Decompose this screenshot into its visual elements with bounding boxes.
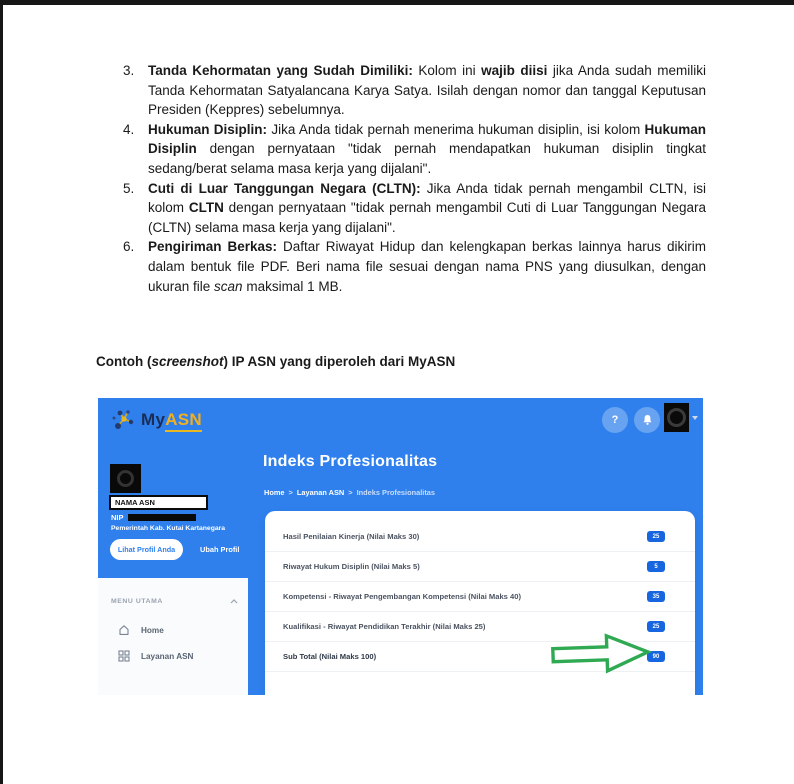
score-badge: 5: [647, 561, 665, 572]
profile-avatar: [110, 464, 141, 493]
score-row-label: Sub Total (Nilai Maks 100): [283, 652, 377, 661]
list-text: maksimal 1 MB.: [242, 278, 343, 294]
list-lead: Hukuman Disiplin:: [148, 121, 268, 137]
profile-nip: [111, 513, 196, 522]
list-lead: Tanda Kehormatan yang Sudah Dimiliki:: [148, 63, 413, 78]
list-text: dengan pernyataan "tidak pernah mengambil Cuti di Luar Tanggungan Negara (CLTN) selama masa kerja yang dijalani".: [148, 200, 706, 235]
score-row-kompetensi: [265, 582, 695, 612]
logo-text-asn: ASN: [165, 410, 202, 432]
menu-section-label: MENU UTAMA: [111, 598, 163, 605]
help-button[interactable]: [602, 407, 628, 433]
list-emphasis: Hukuman Disiplin: [148, 121, 707, 157]
logo-text-my: My: [141, 410, 166, 429]
score-row-kinerja: [265, 522, 695, 552]
profile-name: NAMA ASN: [109, 495, 208, 510]
list-text: Kolom ini: [412, 63, 482, 78]
edit-profile-button[interactable]: Ubah Profil: [194, 539, 245, 560]
list-text: Jika Anda tidak pernah mengambil CLTN, isi kolom: [148, 180, 706, 216]
nip-redaction-bar: [128, 514, 196, 521]
score-row-label: Hasil Penilaian Kinerja (Nilai Maks 30): [283, 532, 420, 541]
breadcrumb-home[interactable]: Home: [264, 488, 285, 497]
user-avatar[interactable]: [664, 403, 689, 432]
nip-label: NIP: [111, 513, 124, 522]
caption-text: ) IP ASN yang diperoleh dari MyASN: [223, 354, 456, 369]
score-badge: 90: [647, 651, 665, 662]
breadcrumb-current: Indeks Profesionalitas: [356, 488, 436, 497]
score-row-hukum-disiplin: [265, 552, 695, 582]
score-row-label: Riwayat Hukum Disiplin (Nilai Maks 5): [283, 562, 420, 571]
notifications-button[interactable]: [634, 407, 660, 433]
bell-icon: [642, 414, 653, 426]
breadcrumb-separator: >: [288, 488, 293, 497]
sidebar-item-label: Layanan ASN: [141, 651, 194, 661]
ip-score-card: [265, 511, 695, 695]
list-emphasis: scan: [214, 278, 243, 294]
score-row-sub-total: [265, 642, 695, 672]
list-text: Jika Anda tidak pernah menerima hukuman disiplin, isi kolom: [267, 121, 645, 137]
list-item: [123, 120, 706, 179]
instruction-list: [123, 61, 706, 296]
sidebar-item-label: Home: [141, 625, 164, 635]
list-lead: Cuti di Luar Tanggungan Negara (CLTN):: [148, 180, 421, 196]
breadcrumb-separator: >: [348, 488, 353, 497]
caption-text: Contoh (: [96, 354, 152, 369]
score-badge: 35: [647, 591, 665, 602]
list-item: [123, 179, 706, 238]
myasn-screenshot: [98, 398, 703, 695]
menu-section-header[interactable]: [111, 598, 238, 605]
score-row-label: Kualifikasi - Riwayat Pendidikan Terakhir (Nilai Maks 25): [283, 622, 486, 631]
list-text: jika Anda sudah memiliki Tanda Kehormatan Satyalancana Karya Satya. Isilah dengan nomor dan tanggal Keputusan Presiden (Keppres) sebelumnya.: [148, 63, 707, 118]
breadcrumb: [264, 488, 435, 497]
score-badge: 25: [647, 531, 665, 542]
avatar-placeholder-icon: [117, 470, 134, 487]
chevron-down-icon[interactable]: [692, 416, 698, 420]
list-text: dengan pernyataan "tidak pernah mendapatkan hukuman disiplin tingkat sedang/berat selama masa kerja yang dijalani".: [148, 141, 706, 176]
list-emphasis: wajib diisi: [481, 63, 548, 78]
sidebar-item-layanan-asn[interactable]: [98, 644, 248, 668]
list-text: Daftar Riwayat Hidup dan kelengkapan berkas lainnya harus dikirim dalam bentuk file PDF. Beri nama file sesuai dengan nama PNS yang diusulkan, dengan ukuran file: [148, 239, 706, 294]
breadcrumb-layanan-asn[interactable]: Layanan ASN: [296, 488, 345, 497]
score-row-kualifikasi: [265, 612, 695, 642]
molecule-logo-icon: [110, 406, 138, 434]
screenshot-caption: [96, 354, 455, 369]
list-item: [123, 237, 706, 296]
chevron-up-icon: [230, 599, 238, 604]
score-badge: 25: [647, 621, 665, 632]
list-lead: Pengiriman Berkas:: [148, 239, 278, 255]
sidebar-item-home[interactable]: [98, 618, 248, 642]
list-number: 5.: [123, 180, 135, 196]
list-item: [123, 61, 706, 120]
grid-icon: [118, 650, 131, 662]
caption-italic: screenshot: [151, 354, 224, 369]
avatar-placeholder-icon: [667, 408, 686, 427]
sidebar-menu-panel: [98, 578, 248, 695]
home-icon: [118, 624, 131, 636]
list-number: 6.: [123, 239, 135, 255]
score-row-label: Kompetensi - Riwayat Pengembangan Kompetensi (Nilai Maks 40): [283, 592, 521, 601]
question-icon: ?: [611, 414, 619, 426]
list-number: 3.: [123, 63, 135, 78]
list-number: 4.: [123, 121, 135, 137]
list-emphasis: CLTN: [188, 200, 224, 216]
profile-organization: Pemerintah Kab. Kutai Kartanegara: [111, 525, 226, 532]
page-title: Indeks Profesionalitas: [263, 453, 438, 470]
myasn-logo[interactable]: [110, 406, 202, 434]
view-profile-button[interactable]: Lihat Profil Anda: [110, 539, 183, 560]
